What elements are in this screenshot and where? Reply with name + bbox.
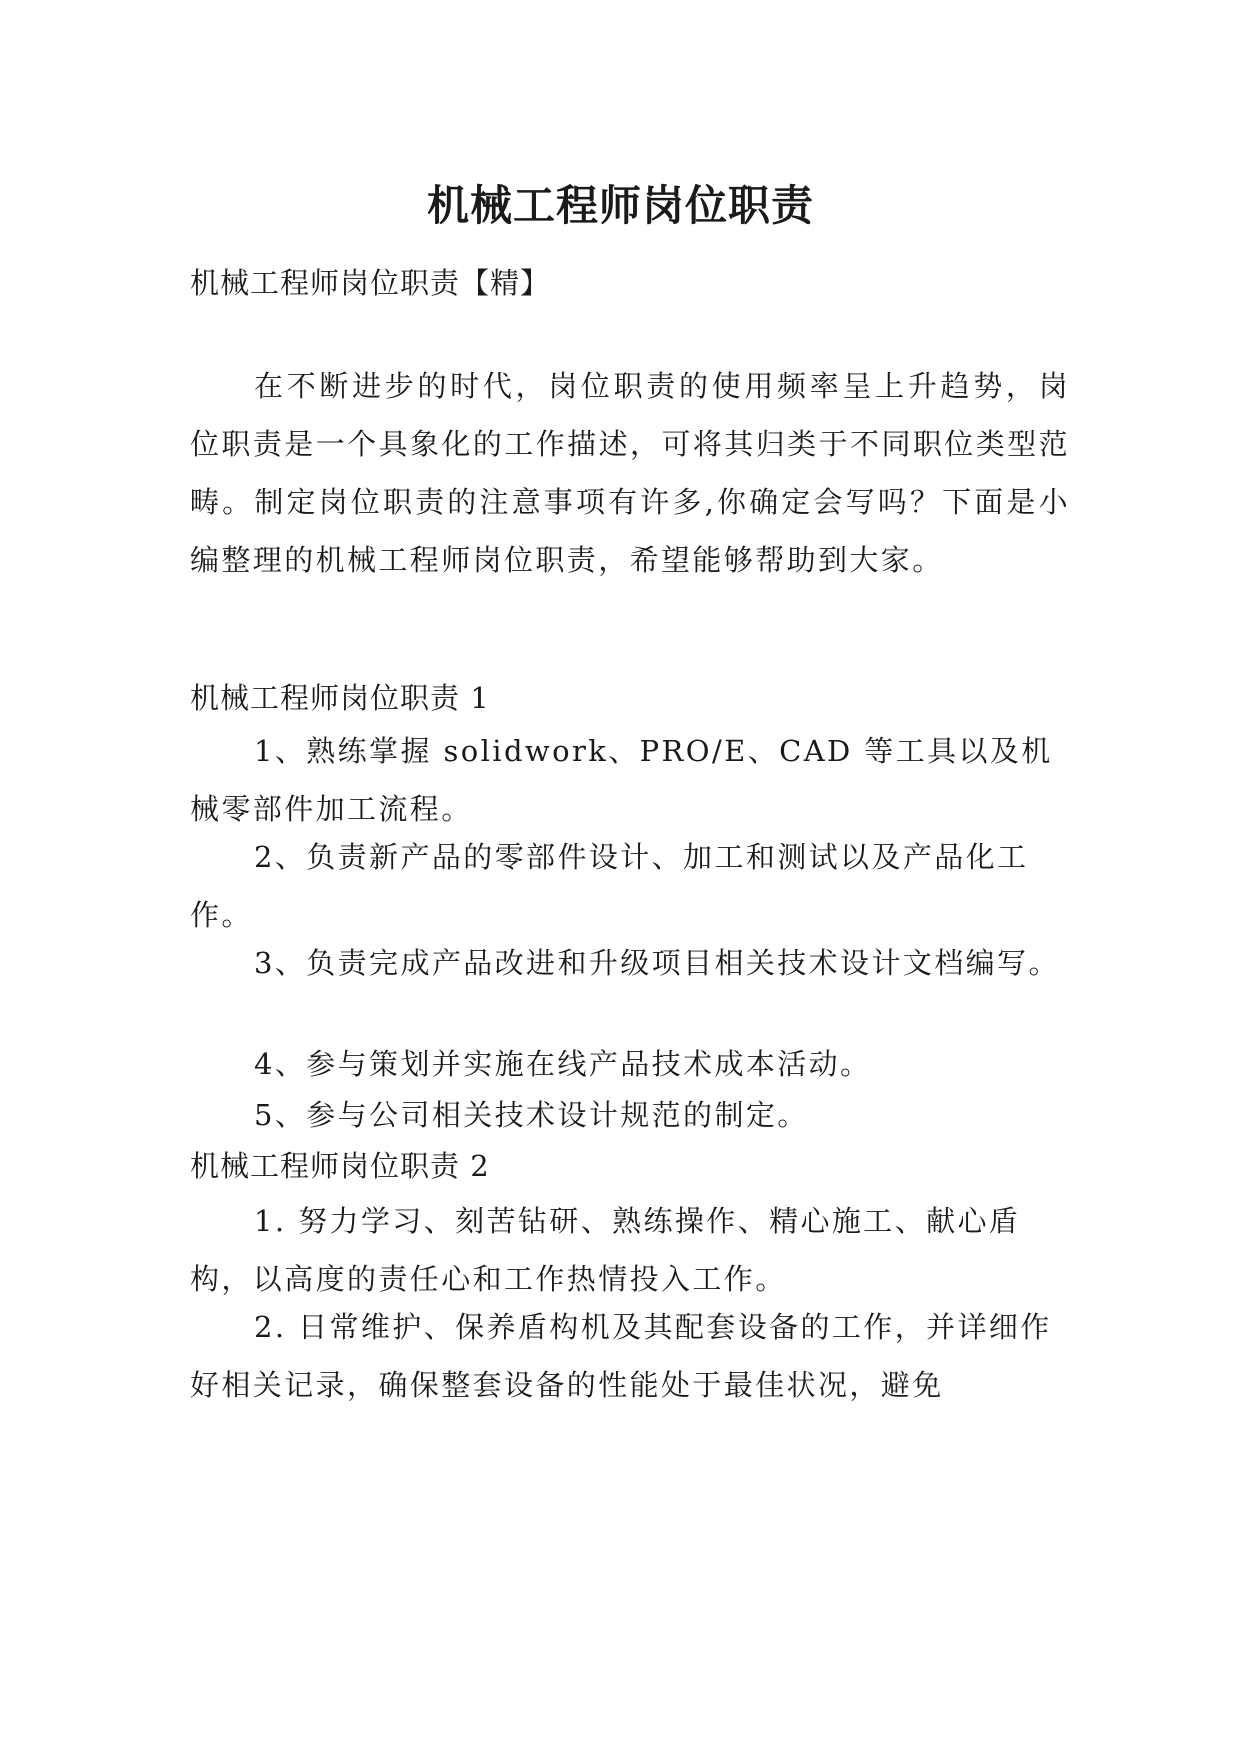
list-item: 3、负责完成产品改进和升级项目相关技术设计文档编写。: [254, 946, 1060, 980]
document-subtitle: 机械工程师岗位职责【精】: [190, 266, 551, 300]
list-item: 2. 日常维护、保养盾构机及其配套设备的工作，并详细作好相关记录，确保整套设备的性能处于最佳状况，避免: [190, 1310, 1052, 1402]
list-item: 1. 努力学习、刻苦钻研、熟练操作、精心施工、献心盾构，以高度的责任心和工作热情投入工作。: [190, 1204, 1021, 1296]
list-item: 1、熟练掌握 solidwork、PRO/E、CAD 等工具以及机械零部件加工流程。: [190, 734, 1053, 826]
section-heading: 机械工程师岗位职责 2: [190, 1149, 490, 1183]
section-heading: 机械工程师岗位职责 1: [190, 681, 490, 715]
intro-paragraph: 在不断进步的时代，岗位职责的使用频率呈上升趋势，岗位职责是一个具象化的工作描述，可将其归类于不同职位类型范畴。制定岗位职责的注意事项有许多,你确定会写吗？下面是小编整理的机械工程师岗位职责，希望能够帮助到大家。: [190, 369, 1070, 577]
document-title: 机械工程师岗位职责: [426, 181, 814, 231]
list-item: 5、参与公司相关技术设计规范的制定。: [254, 1098, 809, 1132]
list-item: 2、负责新产品的零部件设计、加工和测试以及产品化工作。: [190, 840, 1029, 932]
list-item: 4、参与策划并实施在线产品技术成本活动。: [254, 1047, 872, 1081]
